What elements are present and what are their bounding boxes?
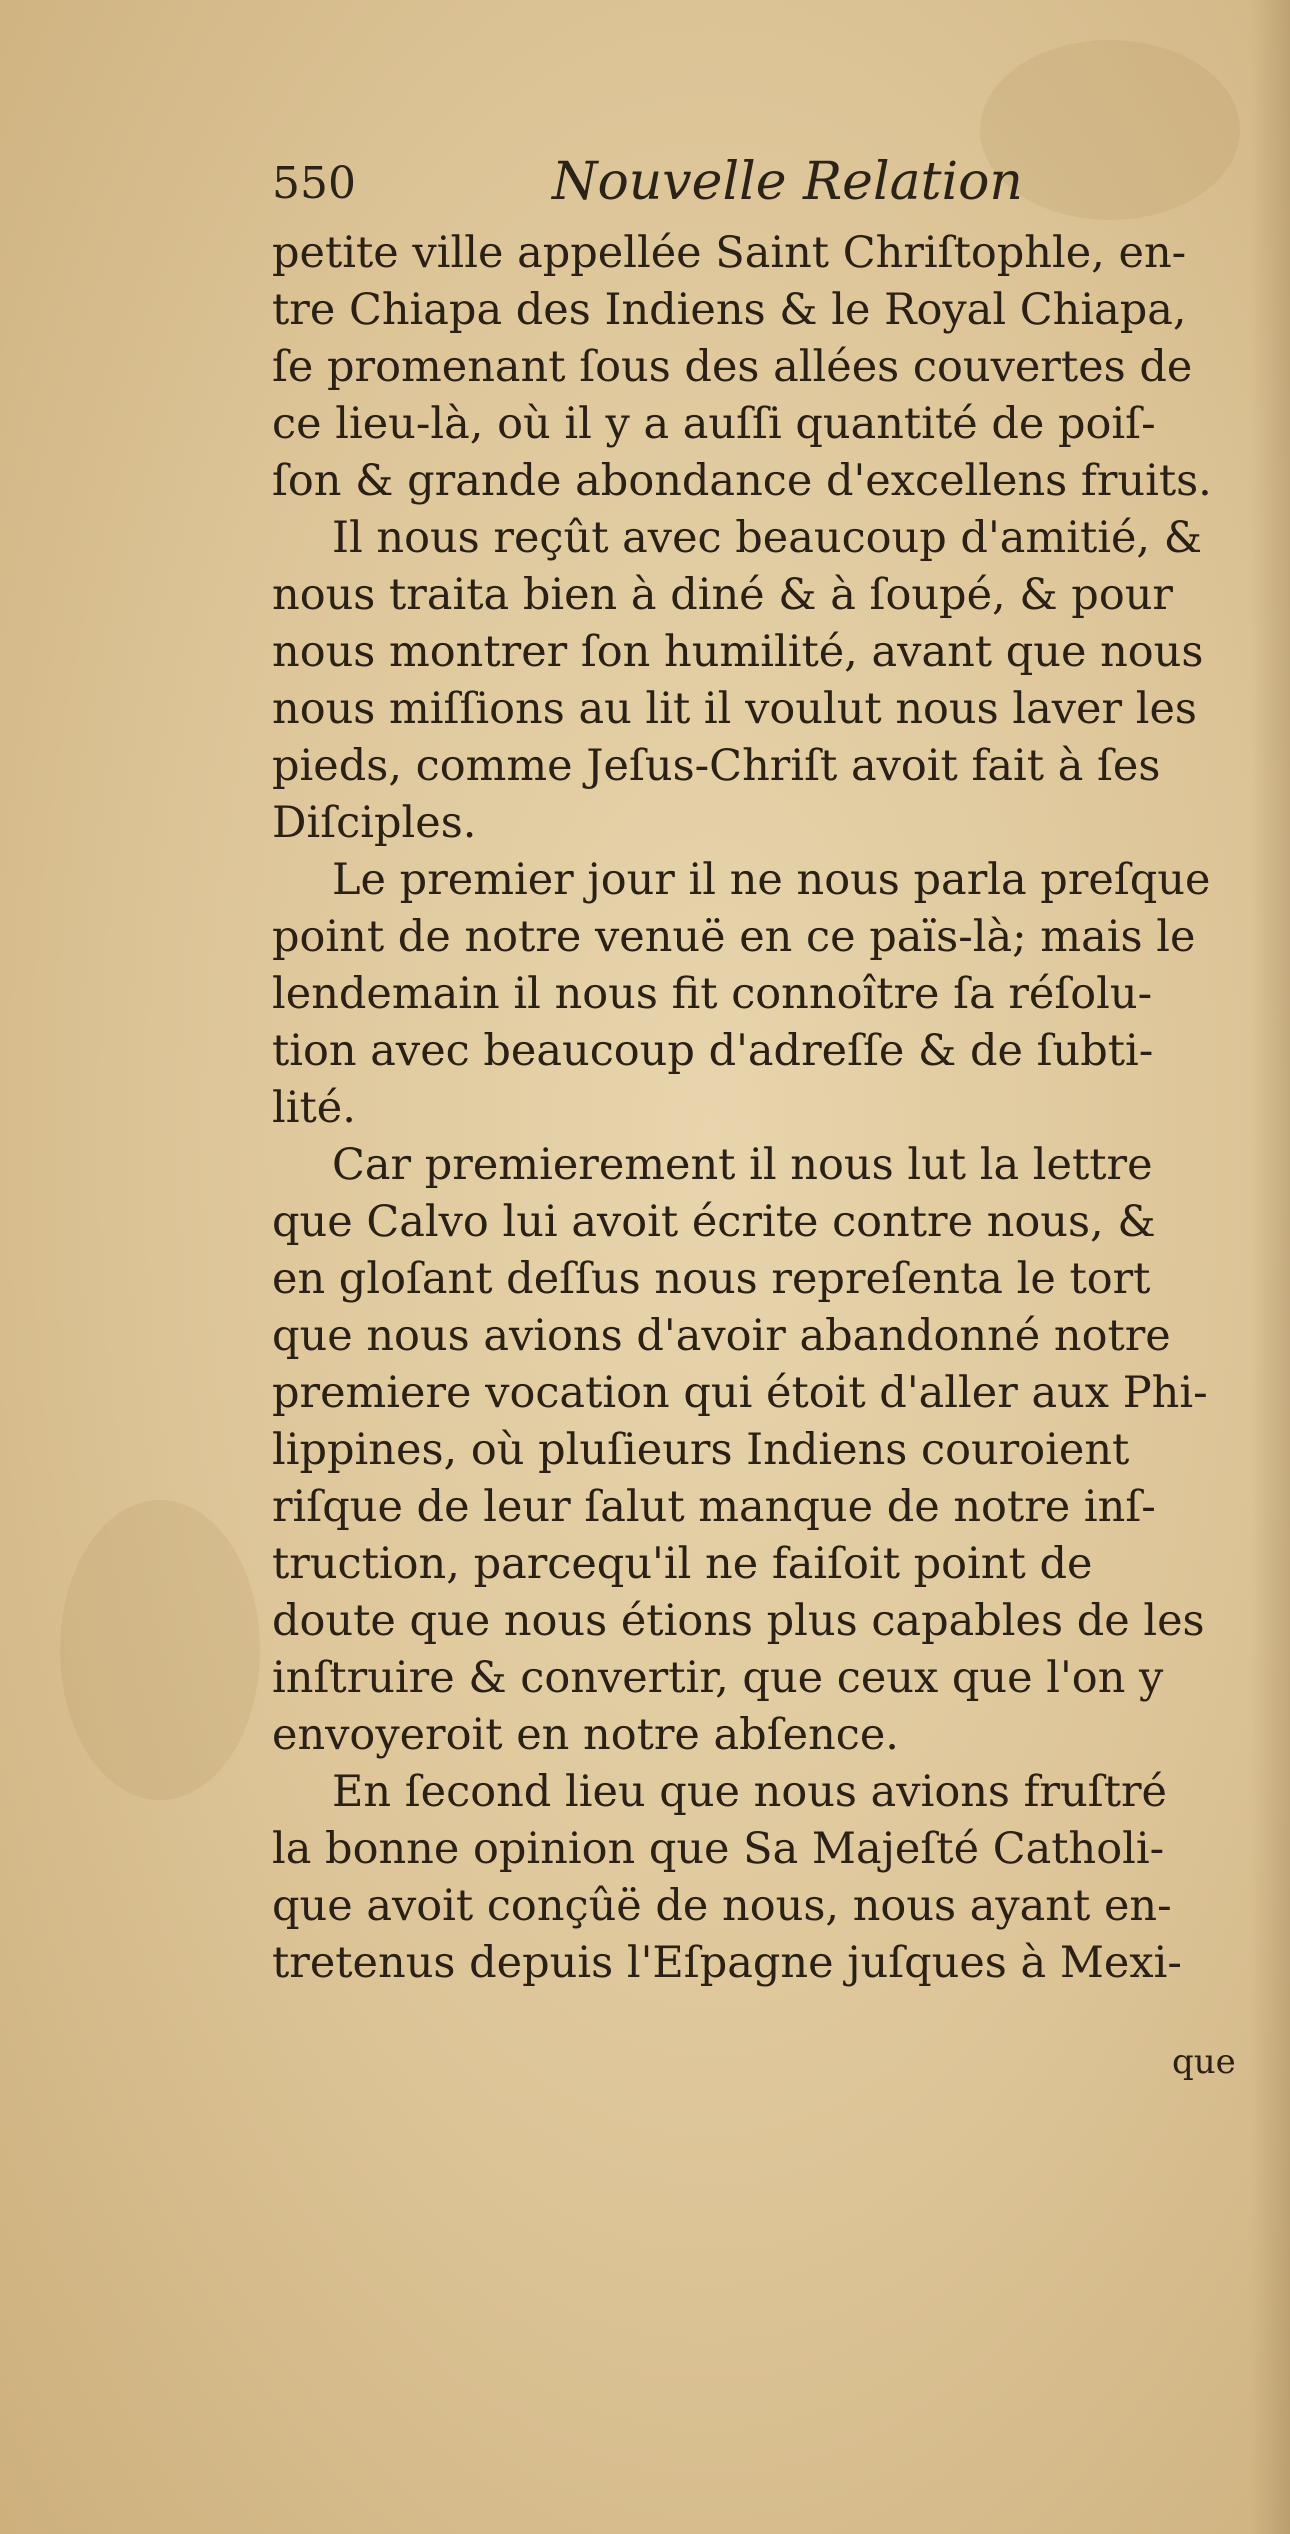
text-line: lendemain il nous fit connoître ſa réſolu- xyxy=(272,969,1153,1019)
text-line: petite ville appellée Saint Chriſtophle, en- xyxy=(272,228,1187,278)
page-header xyxy=(272,150,1232,230)
page-edge-shadow xyxy=(1250,0,1290,2534)
text-line: lité. xyxy=(272,1083,356,1133)
text-line: pieds, comme Jeſus-Chriſt avoit fait à ſes xyxy=(272,741,1161,791)
text-line: envoyeroit en notre abſence. xyxy=(272,1710,899,1760)
paragraph-first-line: En ſecond lieu que nous avions fruſtré xyxy=(332,1767,1167,1817)
text-line: nous traita bien à diné & à ſoupé, & pour xyxy=(272,570,1173,620)
paragraph-first-line: Le premier jour il ne nous parla preſque xyxy=(332,855,1211,905)
text-line: la bonne opinion que Sa Majeſté Catholi- xyxy=(272,1824,1165,1874)
text-line: ſe promenant ſous des allées couvertes de xyxy=(272,342,1193,392)
text-line: riſque de leur ſalut manque de notre inſ- xyxy=(272,1482,1156,1532)
text-line: point de notre venuë en ce païs-là; mais le xyxy=(272,912,1196,962)
text-line: doute que nous étions plus capables de les xyxy=(272,1596,1205,1646)
paragraph-first-line: Car premierement il nous lut la lettre xyxy=(332,1140,1153,1190)
text-line: que avoit conçûë de nous, nous ayant en- xyxy=(272,1881,1172,1931)
running-title: Nouvelle Relation xyxy=(552,152,1023,212)
body-text xyxy=(272,225,1232,1992)
text-line: en gloſant deſſus nous repreſenta le tort xyxy=(272,1254,1151,1304)
catchword: que xyxy=(1172,2042,1236,2082)
text-line: nous montrer ſon humilité, avant que nous xyxy=(272,627,1204,677)
text-line: truction, parcequ'il ne faiſoit point de xyxy=(272,1539,1093,1589)
text-line: ſon & grande abondance d'excellens fruits. xyxy=(272,456,1212,506)
text-line: nous miſſions au lit il voulut nous laver les xyxy=(272,684,1197,734)
text-line: ce lieu-là, où il y a auſſi quantité de poiſ- xyxy=(272,399,1156,449)
text-line: lippines, où pluſieurs Indiens couroient xyxy=(272,1425,1130,1475)
text-line: Diſciples. xyxy=(272,798,477,848)
page-number: 550 xyxy=(272,158,356,209)
text-line: inſtruire & convertir, que ceux que l'on y xyxy=(272,1653,1164,1703)
text-line: tion avec beaucoup d'adreſſe & de ſubti- xyxy=(272,1026,1154,1076)
paragraph-first-line: Il nous reçût avec beaucoup d'amitié, & xyxy=(332,513,1203,563)
paper-stain xyxy=(60,1500,260,1800)
text-line: que Calvo lui avoit écrite contre nous, & xyxy=(272,1197,1156,1247)
text-line: que nous avions d'avoir abandonné notre xyxy=(272,1311,1171,1361)
text-line: tretenus depuis l'Eſpagne juſques à Mexi- xyxy=(272,1938,1182,1988)
text-line: tre Chiapa des Indiens & le Royal Chiapa, xyxy=(272,285,1187,335)
text-line: premiere vocation qui étoit d'aller aux Phi- xyxy=(272,1368,1208,1418)
